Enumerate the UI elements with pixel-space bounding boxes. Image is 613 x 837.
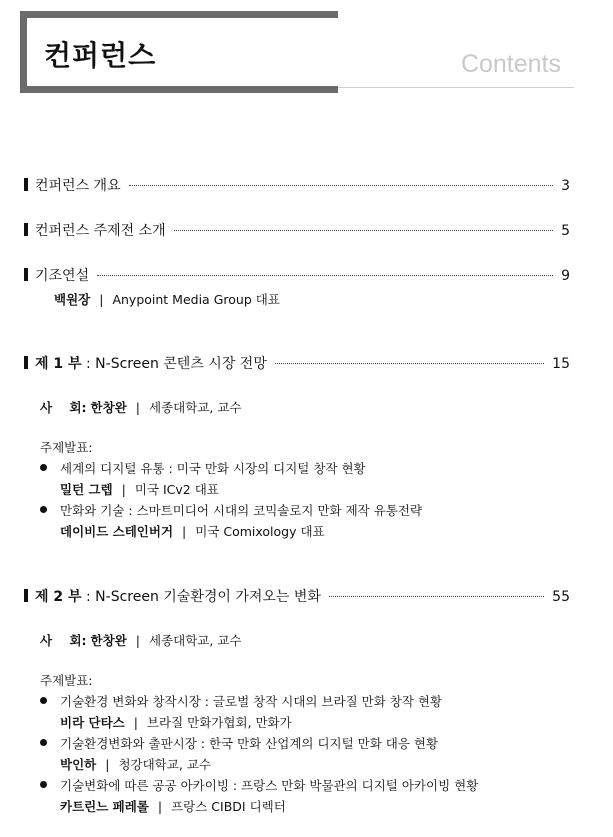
toc-label: 기조연설 — [35, 268, 90, 284]
separator: | — [135, 633, 140, 648]
toc-label — [35, 353, 267, 373]
topic-speaker-line — [60, 755, 211, 773]
speaker-name: 카트린느 페레롤 — [60, 799, 149, 814]
speaker-name: 박인하 — [60, 757, 97, 772]
toc-page-number: 15 — [552, 356, 570, 372]
page-subtitle: Contents — [460, 50, 561, 78]
dot-leader — [174, 230, 553, 231]
toc-entry-part-1[interactable] — [24, 353, 570, 373]
moderator-name: 한창완 — [90, 400, 127, 415]
speaker-name: 백원장 — [54, 292, 91, 307]
moderator-label: 사 회: — [40, 400, 87, 415]
topic-title: 기술변화에 따른 공공 아카이빙 : 프랑스 만화 박물관의 디지털 아카이빙 현황 — [60, 778, 479, 793]
keynote-speaker-line — [54, 290, 280, 308]
bar-marker-icon — [24, 356, 28, 369]
bar-marker-icon — [24, 178, 28, 191]
part-title: : N-Screen 기술환경이 가져오는 변화 — [86, 589, 321, 605]
speaker-affiliation: Anypoint Media Group 대표 — [112, 292, 280, 307]
toc-entry-overview[interactable] — [24, 175, 570, 195]
toc-label: 컨퍼런스 개요 — [35, 178, 121, 194]
toc-label: 컨퍼런스 주제전 소개 — [35, 223, 166, 239]
toc-page-number: 3 — [561, 178, 570, 194]
moderator-line — [40, 398, 241, 416]
moderator-line — [40, 631, 241, 649]
moderator-affiliation: 세종대학교, 교수 — [149, 633, 242, 648]
topic-speaker-line — [60, 480, 219, 498]
speaker-name: 밀턴 그렙 — [60, 482, 113, 497]
bar-marker-icon — [24, 589, 28, 602]
speaker-affiliation: 프랑스 CIBDI 디렉터 — [171, 799, 286, 814]
toc-page-number: 5 — [561, 223, 570, 239]
dot-leader — [275, 363, 544, 364]
bullet-icon — [40, 697, 47, 704]
separator: | — [157, 799, 163, 814]
topic-title: 기술환경 변화와 창작시장 : 글로벌 창작 시대의 브라질 만화 창작 현황 — [60, 694, 443, 709]
toc-entry-exhibition[interactable] — [24, 220, 570, 240]
header-rule — [338, 87, 574, 88]
speaker-name: 비라 단타스 — [60, 715, 125, 730]
topics-label: 주제발표: — [40, 673, 93, 688]
moderator-name: 한창완 — [90, 633, 127, 648]
speaker-affiliation: 미국 Comixology 대표 — [195, 524, 325, 539]
toc-page-number: 9 — [561, 268, 570, 284]
topics-label: 주제발표: — [40, 440, 93, 455]
dot-leader — [329, 596, 544, 597]
topic-speaker-line — [60, 522, 325, 540]
moderator-affiliation: 세종대학교, 교수 — [149, 400, 242, 415]
bullet-icon — [40, 739, 47, 746]
speaker-name: 데이비드 스테인버거 — [60, 524, 174, 539]
separator: | — [99, 292, 104, 307]
bullet-icon — [40, 781, 47, 788]
separator: | — [105, 757, 110, 772]
part-prefix: 제 1 부 — [35, 356, 82, 372]
separator: | — [182, 524, 187, 539]
bullet-icon — [40, 506, 47, 513]
topic-title: 기술환경변화와 출판시장 : 한국 만화 산업계의 디지털 만화 대응 현황 — [60, 736, 439, 751]
topic-title: 세계의 디지털 유통 : 미국 만화 시장의 디지털 창작 현황 — [60, 461, 366, 476]
moderator-label: 사 회: — [40, 633, 87, 648]
part-title: : N-Screen 콘텐츠 시장 전망 — [86, 356, 267, 372]
bar-marker-icon — [24, 268, 28, 281]
topic-title: 만화와 기술 : 스마트미디어 시대의 코믹솔로지 만화 제작 유통전략 — [60, 503, 423, 518]
toc-entry-part-2[interactable] — [24, 586, 570, 606]
toc-label — [35, 586, 321, 606]
dot-leader — [129, 185, 553, 186]
speaker-affiliation: 청강대학교, 교수 — [118, 757, 211, 772]
toc-page-number: 55 — [552, 589, 570, 605]
separator: | — [133, 715, 138, 730]
speaker-affiliation: 브라질 만화가협회, 만화가 — [146, 715, 292, 730]
speaker-affiliation: 미국 ICv2 대표 — [134, 482, 219, 497]
page-title: 컨퍼런스 — [44, 39, 157, 72]
bar-marker-icon — [24, 223, 28, 236]
separator: | — [135, 400, 140, 415]
dot-leader — [97, 275, 553, 276]
separator: | — [121, 482, 126, 497]
topic-speaker-line — [60, 713, 292, 731]
bullet-icon — [40, 464, 47, 471]
topic-speaker-line — [60, 797, 286, 815]
part-prefix: 제 2 부 — [35, 589, 82, 605]
toc-entry-keynote[interactable] — [24, 265, 570, 285]
